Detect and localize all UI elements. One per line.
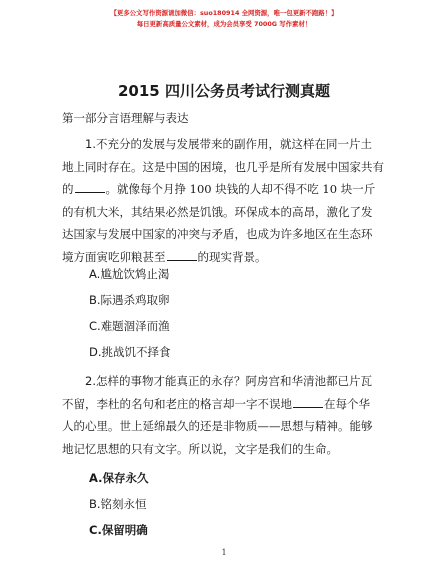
option-text: 挑战饥不择食: [101, 345, 171, 359]
question-2-line-4: 地记忆思想的只有文字。所以说，文字是我们的生命。: [62, 441, 338, 456]
option-1a: [89, 266, 169, 282]
option-text: 保存永久: [102, 471, 149, 485]
question-2-line-2b: 在每个华: [324, 396, 370, 411]
option-text: 保留明确: [101, 523, 148, 537]
question-1-line-5: 达国家与发展中国家的冲突与矛盾，也成为许多地区在生态环: [62, 227, 373, 241]
promo-banner-line-1: 【更多公文写作资源请加微信：suo180914 全网资源，唯一包更新不跑路！】: [110, 9, 338, 17]
option-letter: B.: [89, 293, 101, 307]
question-1-line-3b: 。就像每个月挣 100 块钱的人却不得不吃 10 块一斤: [105, 182, 376, 196]
question-1-line-1: 不充分的发展与发展带来的副作用，就这样在同一片土: [95, 137, 372, 151]
option-letter: C.: [89, 319, 101, 333]
question-2-line-1: 怎样的事物才能真正的永存？阿房宫和华清池都已片瓦: [95, 374, 372, 388]
section-heading: 第一部分言语理解与表达: [62, 111, 189, 125]
option-letter: B.: [89, 497, 101, 511]
option-1c: [89, 318, 170, 334]
question-2-line-2a: 不留，李杜的名句和老庄的格言却一字不误地: [62, 396, 292, 411]
answer-blank: [75, 181, 105, 193]
option-1d: [89, 344, 171, 360]
page-number: 1: [221, 548, 227, 557]
option-2a: [89, 470, 148, 486]
question-1-line-6b: 的现实背景。: [197, 249, 267, 264]
answer-blank: [167, 249, 197, 261]
option-letter: A.: [89, 267, 101, 281]
answer-blank: [293, 396, 323, 408]
question-1: [62, 133, 390, 268]
question-2-line-3: 人的心里。世上延绵最久的还是非物质——思想与精神。能够: [62, 419, 373, 433]
option-text: 际遇杀鸡取卵: [100, 293, 170, 307]
question-1-line-6a: 境方面寅吃卯粮甚至: [62, 249, 166, 264]
option-2b: [89, 496, 147, 512]
option-letter: D.: [89, 345, 102, 359]
question-1-number: 1.: [85, 137, 96, 151]
question-1-line-4: 的有机大米，其结果必然是饥饿。环保成本的高昂，激化了发: [62, 204, 373, 219]
option-1b: [89, 292, 170, 308]
question-2-number: 2.: [85, 374, 96, 388]
option-letter: A.: [89, 471, 103, 485]
question-1-line-2: 地上同时存在。这是中国的困境，也几乎是所有发展中国家共有: [62, 159, 384, 174]
promo-banner-line-2: 每日更新高质量公文素材，成为会员享受 7000G 写作素材！: [136, 20, 312, 28]
promo-banner: [0, 8, 448, 30]
document-title: 2015 四川公务员考试行测真题: [118, 82, 330, 100]
question-2: [62, 370, 390, 460]
question-1-line-3a: 的: [62, 182, 74, 196]
option-text: 尴尬饮鸩止渴: [100, 267, 170, 281]
option-text: 铭刻永恒: [100, 497, 147, 511]
option-letter: C.: [89, 523, 102, 537]
option-2c: [89, 522, 148, 538]
option-text: 难题涸泽而渔: [100, 319, 170, 333]
